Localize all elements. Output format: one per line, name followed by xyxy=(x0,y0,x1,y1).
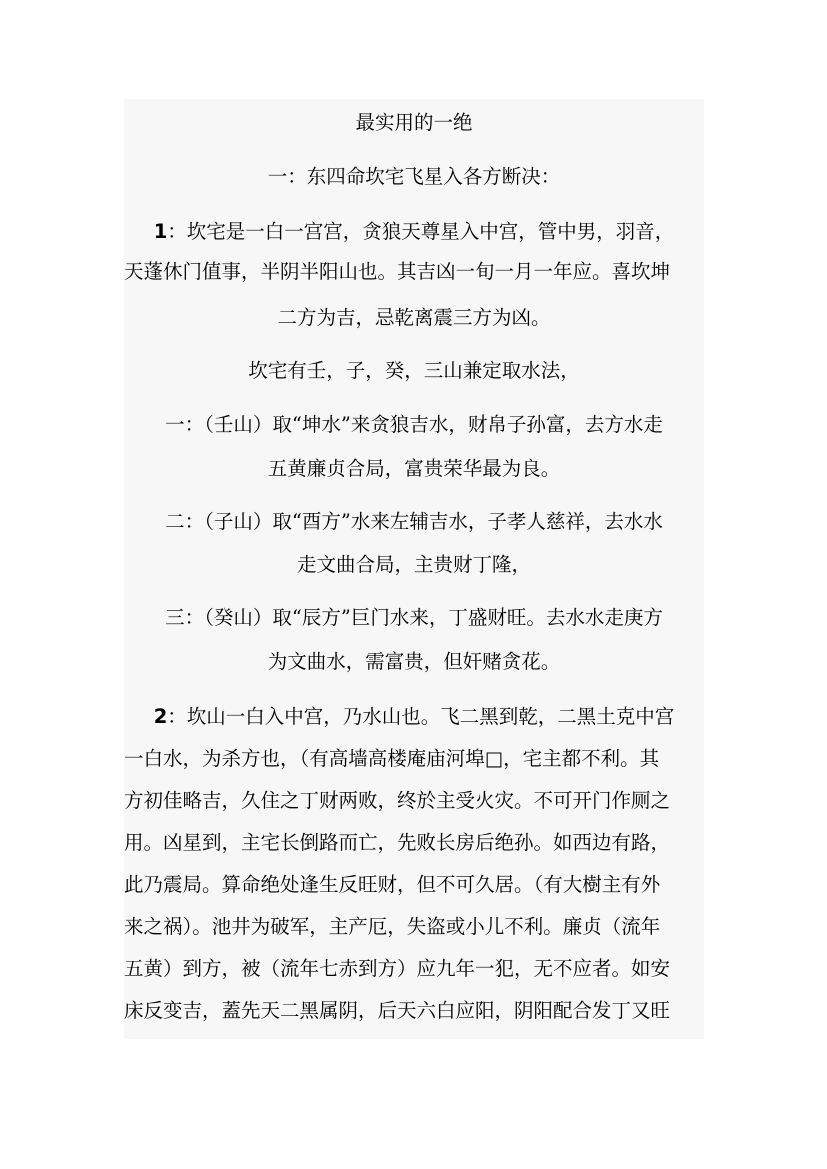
item2-line1: 二：（子山）取“酉方”水来左辅吉水，子孝人慈祥，去水水 xyxy=(165,510,663,533)
section1-line4: 坎宅有壬，子，癸，三山兼定取水法， xyxy=(248,359,580,382)
section2-line7: 五黄）到方，被（流年七赤到方）应九年一犯，无不应者。如安 xyxy=(124,957,671,980)
item3-line2: 为文曲水，需富贵，但奸赌贪花。 xyxy=(267,650,561,673)
section2-line3: 方初佳略吉，久住之丁财两败，终於主受火灾。不可开门作厕之 xyxy=(124,789,671,812)
section1-line1: 1：坎宅是一白一宫宫，贪狼天尊星入中宫，管中男，羽音， xyxy=(153,220,675,243)
item3-line1: 三：（癸山）取“辰方”巨门水来，丁盛财旺。去水水走庚方 xyxy=(165,606,663,629)
section-heading: 一：东四命坎宅飞星入各方断决： xyxy=(267,165,561,188)
section2-number: 2 xyxy=(153,705,168,728)
section2-line8: 床反变吉，蓋先天二黑属阴，后天六白应阳，阴阳配合发丁又旺 xyxy=(124,999,671,1022)
section2-line2: 一白水，为杀方也，（有高墙高楼庵庙河埠□，宅主都不利。其 xyxy=(124,747,660,770)
section2-line5: 此乃震局。算命绝处逢生反旺财，但不可久居。（有大樹主有外 xyxy=(124,873,661,896)
item2-line2: 走文曲合局，主贵财丁隆， xyxy=(296,553,531,576)
item1-line1: 一：（壬山）取“坤水”来贪狼吉水，财帛子孙富，去方水走 xyxy=(165,413,663,436)
section1-line2: 天蓬休门值事，半阴半阳山也。其吉凶一旬一月一年应。喜坎坤 xyxy=(124,260,671,283)
section2-line1: 2：坎山一白入中宫，乃水山也。飞二黑到乾，二黑土克中宫 xyxy=(153,705,675,728)
section2-line6: 来之祸）。池井为破军，主产厄，失盗或小儿不利。廉贞（流年 xyxy=(124,915,661,938)
section1-number: 1 xyxy=(153,220,168,243)
item1-line2: 五黄廉贞合局，富贵荣华最为良。 xyxy=(267,457,561,480)
section1-line3: 二方为吉，忌乾离震三方为凶。 xyxy=(277,306,551,329)
document-title: 最实用的一绝 xyxy=(355,111,473,134)
section2-line4: 用。凶星到，主宅长倒路而亡，先败长房后绝孙。如西边有路， xyxy=(124,831,671,854)
